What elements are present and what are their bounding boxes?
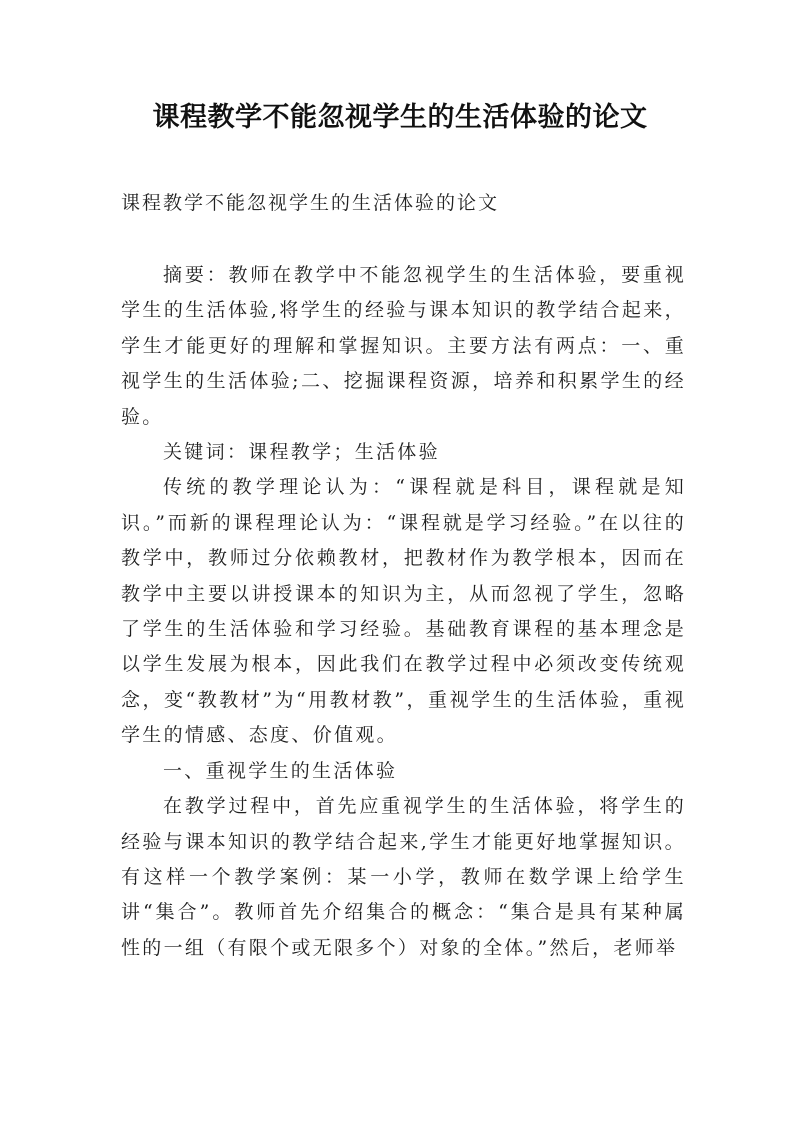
- keywords-paragraph: 关键词：课程教学；生活体验: [163, 441, 440, 464]
- body-paragraph: 在教学过程中，首先应重视学生的生活体验，将学生的经验与课本知识的教学结合起来,学生才能更好地掌握知识。有这样一个教学案例：某一小学，教师在数学课上给学生讲“集合”。教师首先介绍集合的概念：“集合是具有某种属性的一组（有限个或无限多个）对象的全体。”然后，老师举: [121, 795, 686, 959]
- document-title: 课程教学不能忽视学生的生活体验的论文: [152, 102, 648, 133]
- document-body: [121, 258, 686, 966]
- document-subtitle: 课程教学不能忽视学生的生活体验的论文: [121, 192, 500, 214]
- body-paragraph: 传统的教学理论认为：“课程就是科目，课程就是知识。”而新的课程理论认为：“课程就是学习经验。”在以往的教学中，教师过分依赖教材，把教材作为教学根本，因而在教学中主要以讲授课本的知识为主，从而忽视了学生，忽略了学生的生活体验和学习经验。基础教育课程的基本理念是以学生发展为根本，因此我们在教学过程中必须改变传统观念，变“教教材”为“用教材教”，重视学生的生活体验，重视学生的情感、态度、价值观。: [121, 476, 686, 747]
- abstract-paragraph: 摘要：教师在教学中不能忽视学生的生活体验，要重视学生的生活体验,将学生的经验与课本知识的教学结合起来，学生才能更好的理解和掌握知识。主要方法有两点：一、重视学生的生活体验;二、挖掘课程资源，培养和积累学生的经验。: [121, 264, 686, 428]
- section-heading: 一、重视学生的生活体验: [163, 759, 398, 782]
